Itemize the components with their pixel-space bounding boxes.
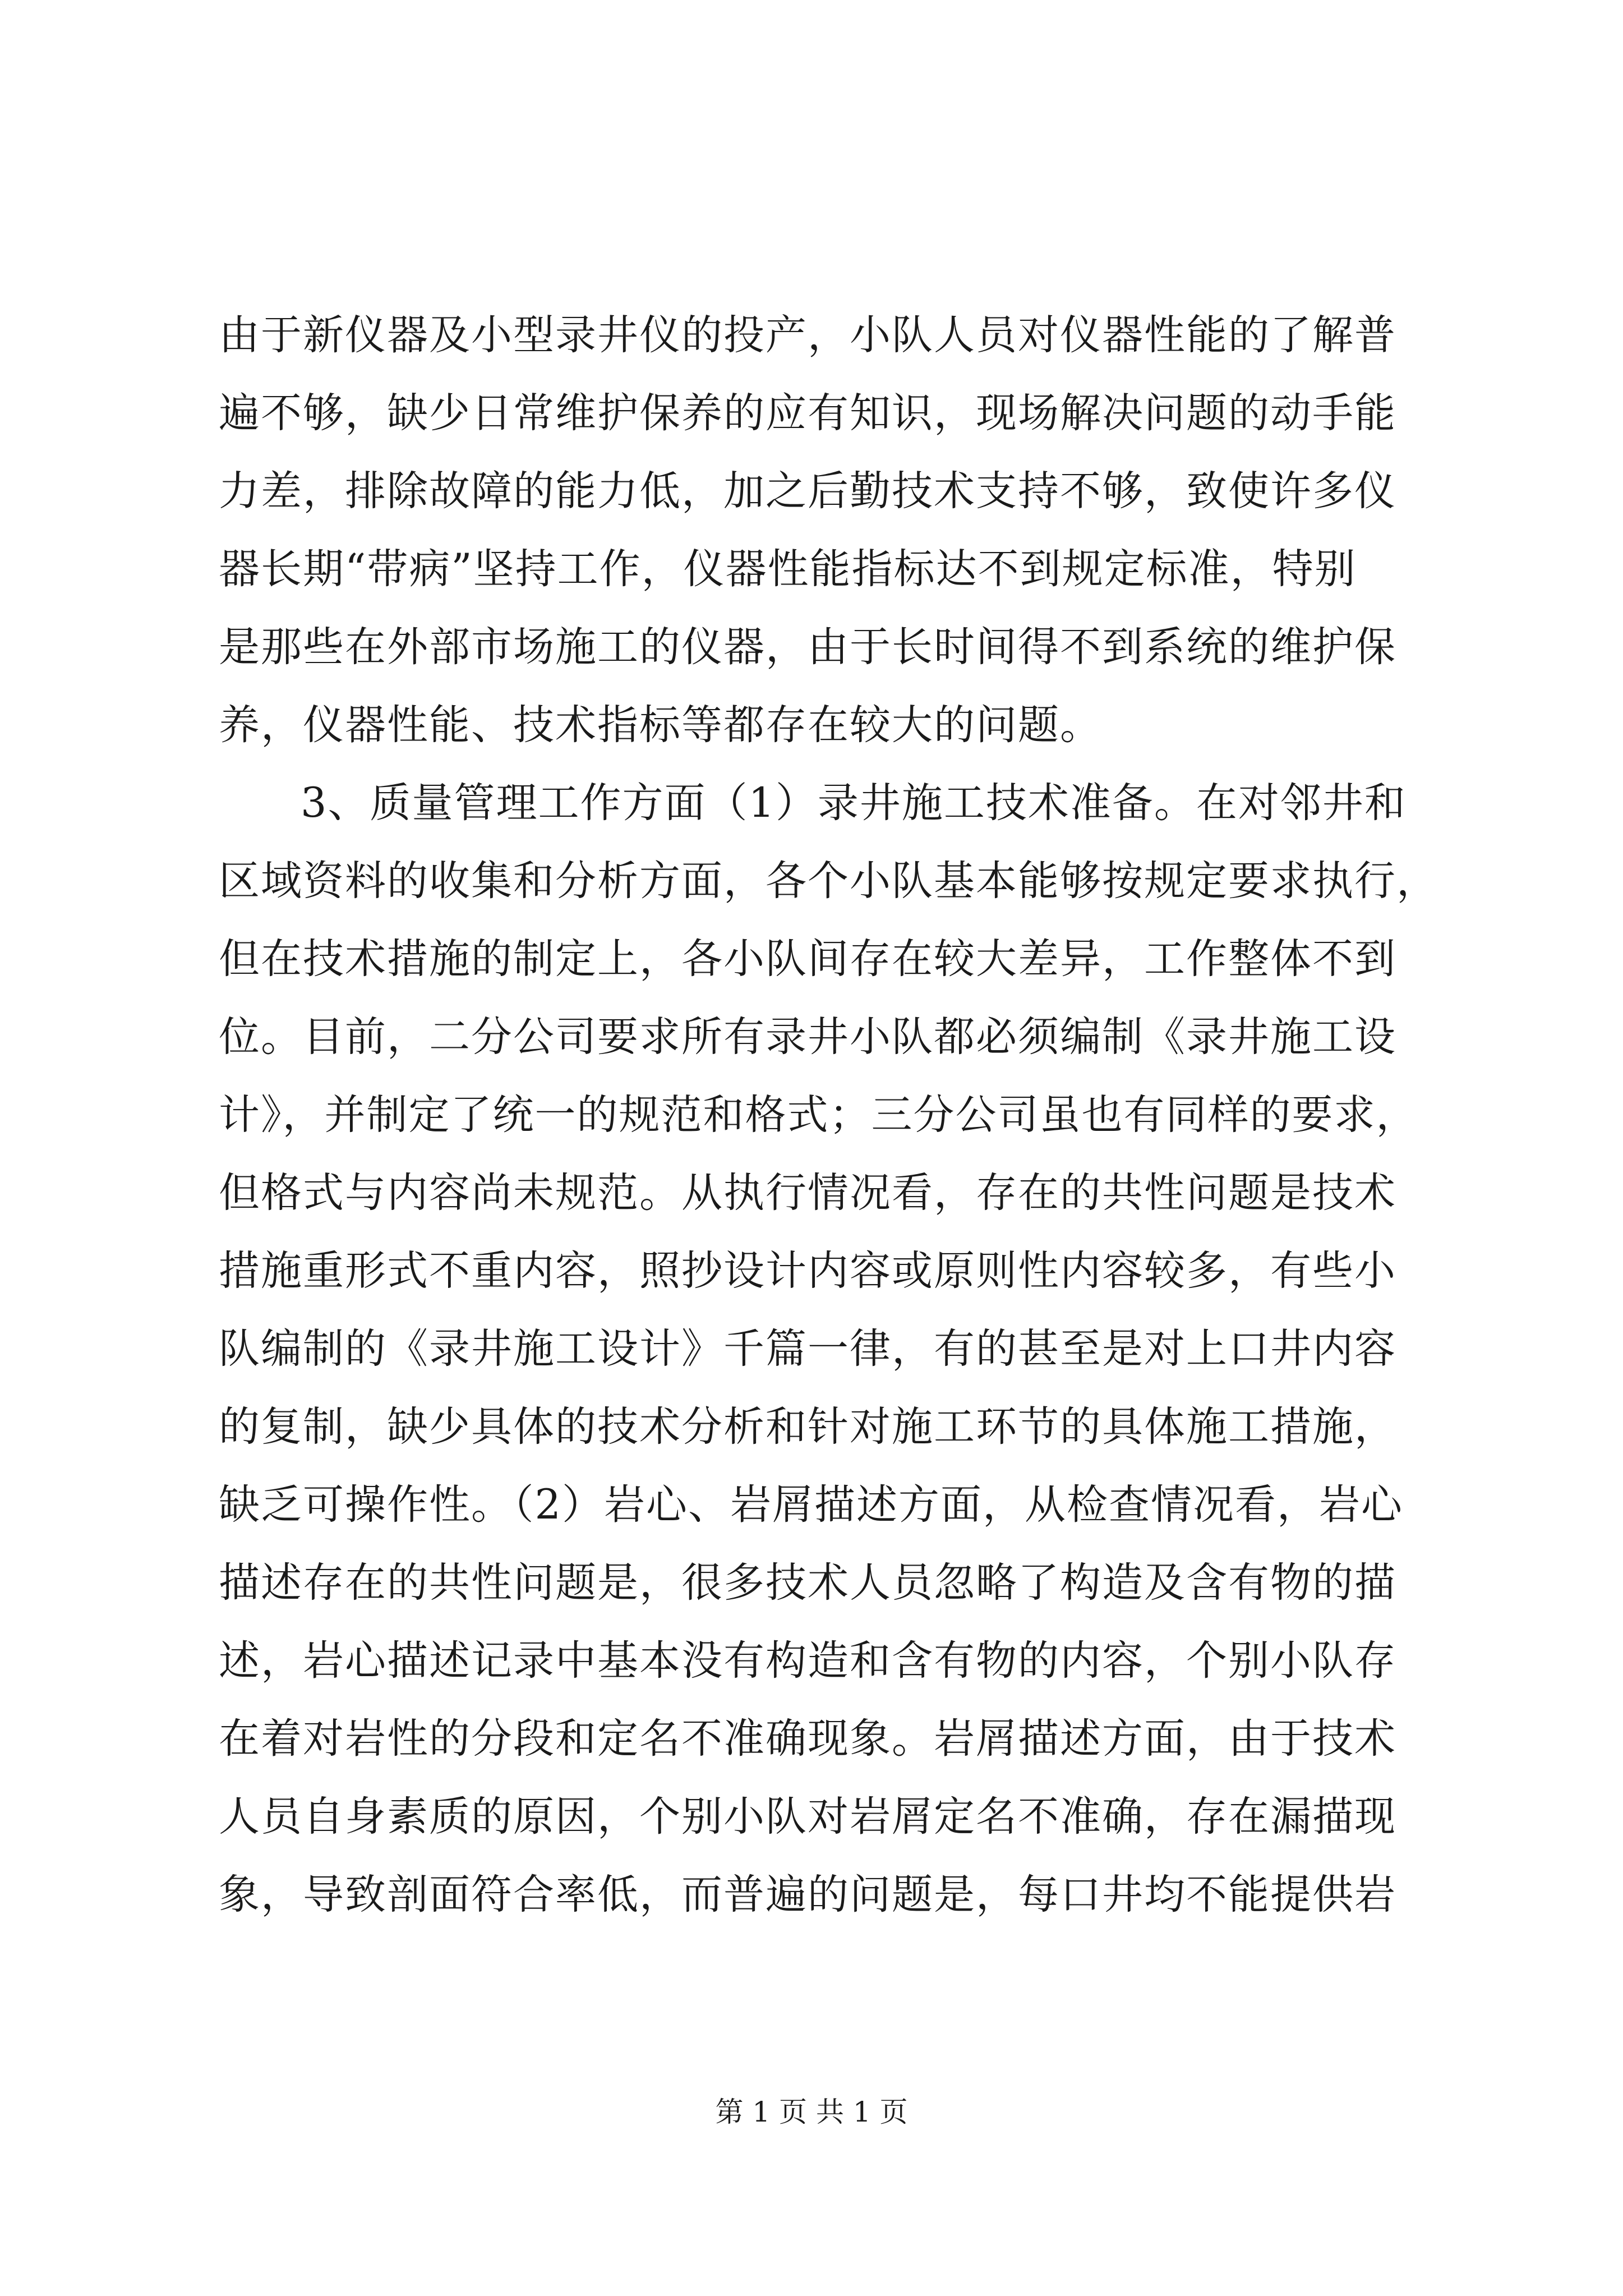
text-line-8: 区域资料的收集和分析方面，各个小队基本能够按规定要求执行， bbox=[219, 857, 1438, 905]
text-line-7: 3、质量管理工作方面（1）录井施工技术准备。在对邻井和 bbox=[301, 779, 1407, 827]
text-line-16: 缺乏可操作性。（2）岩心、岩屑描述方面，从检查情况看，岩心 bbox=[219, 1481, 1403, 1529]
body-text bbox=[219, 296, 1438, 1934]
text-line-17: 描述存在的共性问题是，很多技术人员忽略了构造及含有物的描 bbox=[219, 1559, 1396, 1607]
text-line-5: 是那些在外部市场施工的仪器，由于长时间得不到系统的维护保 bbox=[219, 623, 1396, 671]
text-line-18: 述，岩心描述记录中基本没有构造和含有物的内容，个别小队存 bbox=[219, 1637, 1396, 1685]
text-line-2: 遍不够，缺少日常维护保养的应有知识，现场解决问题的动手能 bbox=[219, 389, 1396, 437]
text-line-19: 在着对岩性的分段和定名不准确现象。岩屑描述方面，由于技术 bbox=[219, 1715, 1396, 1763]
text-line-21: 象，导致剖面符合率低，而普遍的问题是，每口井均不能提供岩 bbox=[219, 1871, 1396, 1918]
text-line-12: 但格式与内容尚未规范。从执行情况看，存在的共性问题是技术 bbox=[219, 1169, 1396, 1217]
text-line-1: 由于新仪器及小型录井仪的投产，小队人员对仪器性能的了解普 bbox=[219, 311, 1396, 359]
text-line-4: 器长期“带病”坚持工作，仪器性能指标达不到规定标准，特别 bbox=[219, 545, 1357, 593]
page-footer bbox=[0, 2092, 1623, 2132]
text-line-15: 的复制，缺少具体的技术分析和针对施工环节的具体施工措施， bbox=[219, 1403, 1396, 1451]
text-line-3: 力差，排除故障的能力低，加之后勤技术支持不够，致使许多仪 bbox=[219, 467, 1396, 515]
text-line-14: 队编制的《录井施工设计》千篇一律，有的甚至是对上口井内容 bbox=[219, 1325, 1396, 1373]
text-line-6: 养，仪器性能、技术指标等都存在较大的问题。 bbox=[219, 701, 1102, 749]
text-line-9: 但在技术措施的制定上，各小队间存在较大差异，工作整体不到 bbox=[219, 935, 1396, 983]
page-number-label: 第 1 页 共 1 页 bbox=[715, 2096, 908, 2128]
text-line-13: 措施重形式不重内容，照抄设计内容或原则性内容较多，有些小 bbox=[219, 1247, 1396, 1295]
text-line-10: 位。目前，二分公司要求所有录井小队都必须编制《录井施工设 bbox=[219, 1013, 1396, 1061]
text-line-11: 计》，并制定了统一的规范和格式；三分公司虽也有同样的要求， bbox=[219, 1091, 1418, 1139]
text-line-20: 人员自身素质的原因，个别小队对岩屑定名不准确，存在漏描现 bbox=[219, 1793, 1396, 1841]
